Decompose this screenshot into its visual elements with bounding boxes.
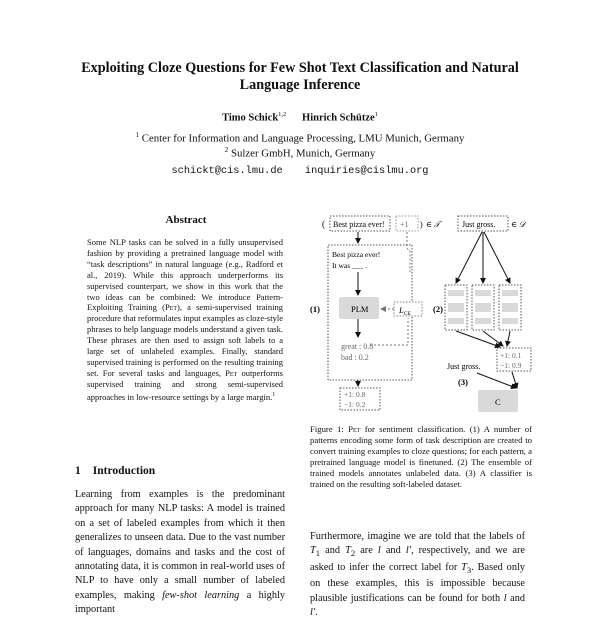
math-var: T [345,545,351,557]
section-heading [75,465,155,477]
model-bar [502,318,518,324]
author-name: Timo Schick [222,112,279,124]
section-title: Introduction [92,465,156,477]
unlabeled-text: Just gross. [462,220,496,229]
text-part: and [380,545,406,557]
abstract-body [87,237,283,402]
affiliation-text: Sulzer GmbH, Munich, Germany [230,147,376,160]
model-bar [502,303,518,312]
section-number: 1 [75,465,81,477]
affiliation [0,146,600,160]
arrow-gray [407,232,410,272]
input-label: +1 [400,220,409,229]
footnote-mark[interactable]: 1 [272,391,276,398]
arrow [456,232,482,283]
pet-name: Pet [348,424,361,434]
affiliation-sup: 1 [135,131,140,139]
set-D: ∈ 𝒟 [511,220,526,229]
model-bar [475,318,491,324]
right-column-text [310,530,525,621]
set-T: ∈ 𝒯 [426,220,441,229]
pet-name: Pet [164,302,177,313]
model-bar [502,290,518,296]
abstract-text: ), a semi-supervised training procedure that reformulates input examples as cloze-style phrases to help language models understand a given task. These phrases are then used to assign soft labels to a large set of unlabeled examples. Finally, standard supervised training is performed on the resulting training set. For several tasks and languages, [87,302,283,378]
model-bar [448,318,464,324]
model-bar [475,303,491,312]
loss-label: L [399,305,404,315]
affiliation [0,131,600,145]
model-bar [448,303,464,312]
author-name: Hinrich Schütze [302,112,375,124]
intro-text-part: Learning from examples is the predominant approach for many NLP tasks: A model is trained on a set of labeled examples from which it then generalizes to unseen data. Due to the vast number of languages, domains and tasks and the cost of annotating data, it is common in real-world uses of NLP to have only a small number of labeled examples, making [75,489,285,601]
abstract-text: Some NLP tasks can be solved in a fully unsupervised fashion by providing a pretrained language model with “task descriptions” in natural language (e.g., Radford et al., 2019). While this approach underperforms its supervised counterpart, we show in this work that the two ideas can be combined: We introduce Pattern-Exploiting Training ( [87,237,283,313]
soft-pos: +1: 0.1 [500,351,522,360]
plm-label: PLM [351,304,369,314]
text-part: . [315,607,318,619]
text-part: are [355,545,378,557]
caption-label: Figure 1: [310,424,349,434]
bad-score: bad : 0.2 [341,353,369,362]
model-bar [475,290,491,296]
email[interactable]: schickt@cis.lmu.de [171,165,283,177]
arrow-gray [370,318,408,345]
paper-title: Exploiting Cloze Questions for Few Shot Text Classification and Natural Language Inference [81,60,519,93]
text-part: , respectively, and we are asked to infer the correct label for [310,545,526,573]
math-var: l′ [310,607,316,619]
pattern-line: It was ___ . [332,261,367,270]
abstract-text: outperforms supervised training and strong semi-supervised approaches in low-resource settings by a large margin. [87,367,283,402]
great-score: great : 0.8 [341,342,374,351]
math-var: T [310,545,316,557]
pattern-line: Best pizza ever! [332,250,381,259]
arrow [512,372,517,388]
math-var: l′ [405,545,411,557]
paren-open: ( [322,219,325,229]
step-label: (1) [310,304,320,314]
author-sup: 1 [374,111,378,118]
output-neg: −1: 0.2 [344,400,366,409]
math-var: l [503,592,507,604]
arrow [477,373,516,388]
caption-text: for sentiment classification. (1) A number of patterns encoding some form of task description are created to convert training examples to cloze questions; for each pattern, a pretrained language model is finetuned. (2) The ensemble of trained models annotates unlabeled data. (3) A classifier is trained on the resulting soft-labeled dataset. [310,424,532,490]
math-sub: 1 [315,548,321,559]
author-line [0,111,600,124]
step-label: (2) [433,304,443,314]
text-part: and [506,592,525,604]
arrow [483,331,503,346]
loss-sub: CE [404,311,412,317]
arrow [507,331,510,346]
arrow [484,232,510,283]
intro-text [75,488,285,618]
paren-close: ) [420,220,423,229]
text-part: . Based only on these examples, this is impossible because plausible justifications can be found for both [310,561,525,604]
figure-caption [310,424,532,491]
text-part: Furthermore, imagine we are told that the labels of [310,531,525,542]
text-part: and [320,545,346,557]
soft-neg: −1: 0.9 [500,361,522,370]
math-sub: 3 [466,564,472,575]
model-bar [448,290,464,296]
affiliation-sup: 2 [224,146,229,154]
figure-pet-diagram [300,210,535,415]
email[interactable]: inquiries@cislmu.org [304,165,429,177]
step-label: (3) [458,377,468,387]
intro-text-part: a highly important [75,589,285,616]
intro-emphasis: few-shot learning [162,589,240,601]
output-pos: +1: 0.8 [344,390,366,399]
abstract-heading: Abstract [165,214,207,226]
classifier-input: Just gross. [447,362,481,371]
math-var: T [461,561,467,573]
pet-name: Pet [225,367,238,378]
author-sup: 1,2 [278,111,287,118]
affiliation-text: Center for Information and Language Processing, LMU Munich, Germany [141,132,465,145]
email-line [0,165,600,177]
math-sub: 2 [350,548,356,559]
input-text: Best pizza ever! [333,220,385,229]
math-var: l [377,545,381,557]
classifier-label: C [495,397,501,407]
